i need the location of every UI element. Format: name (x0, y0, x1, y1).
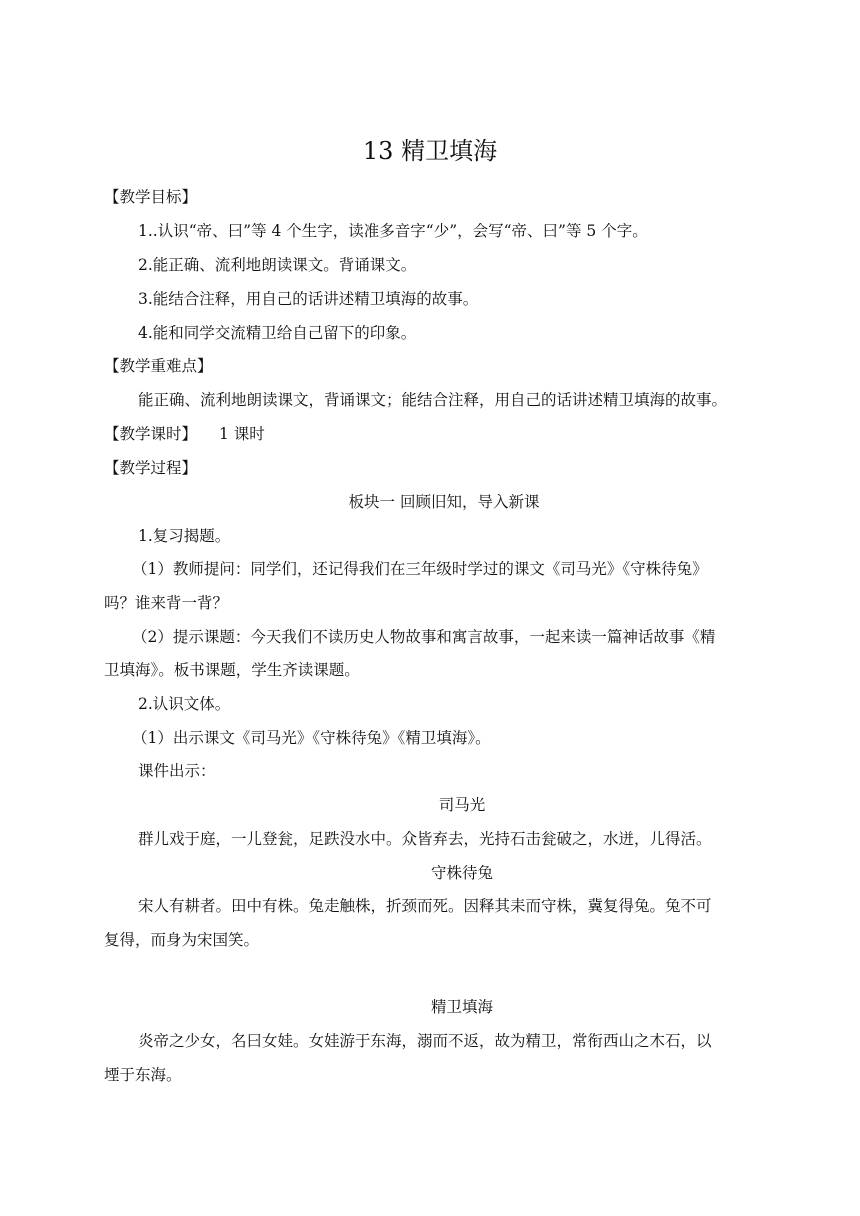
simaguang-body: 群儿戏于庭，一儿登瓮，足跌没水中。众皆弃去，光持石击瓮破之，水迸，儿得活。 (138, 830, 712, 848)
step-1-a-line2: 吗？谁来背一背？ (104, 594, 229, 612)
step-1-a-line1: （1）教师提问：同学们，还记得我们在三年级时学过的课文《司马光》《守株待兔》 (132, 560, 708, 578)
goal-1: 1..认识“帝、曰”等 4 个生字，读准多音字“少”，会写“帝、曰”等 5 个字。 (138, 222, 648, 240)
key-points-heading: 【教学重难点】 (104, 357, 213, 375)
courseware-label: 课件出示： (138, 762, 216, 780)
class-hours-heading: 【教学课时】 (104, 425, 198, 443)
goal-4: 4.能和同学交流精卫给自己留下的印象。 (138, 324, 417, 342)
shouzhu-line1: 宋人有耕者。田中有株。兔走触株，折颈而死。因释其耒而守株，冀复得兔。兔不可 (138, 897, 712, 915)
step-2-a: （1）出示课文《司马光》《守株待兔》《精卫填海》。 (132, 729, 491, 747)
page-title: 13 精卫填海 (362, 137, 498, 165)
jingwei-line1: 炎帝之少女，名曰女娃。女娃游于东海，溺而不返，故为精卫，常衔西山之木石，以 (138, 1032, 712, 1050)
step-1-b-line2: 卫填海》。板书课题，学生齐读课题。 (104, 661, 360, 679)
jingwei-title: 精卫填海 (430, 998, 493, 1016)
key-points-text: 能正确、流利地朗读课文，背诵课文；能结合注释，用自己的话讲述精卫填海的故事。 (138, 391, 728, 409)
class-hours-row (104, 422, 784, 446)
shouzhu-title: 守株待兔 (430, 864, 493, 882)
goals-heading: 【教学目标】 (104, 188, 198, 206)
step-1: 1.复习揭题。 (138, 527, 231, 545)
block1-title: 板块一 回顾旧知，导入新课 (348, 493, 540, 511)
shouzhu-line2: 复得，而身为宋国笑。 (104, 931, 260, 949)
jingwei-line2: 堙于东海。 (104, 1066, 182, 1084)
process-heading: 【教学过程】 (104, 459, 198, 477)
goal-3: 3.能结合注释，用自己的话讲述精卫填海的故事。 (138, 290, 479, 308)
step-1-b-line1: （2）提示课题：今天我们不读历史人物故事和寓言故事，一起来读一篇神话故事《精 (132, 628, 716, 646)
class-hours-value: 1 课时 (219, 425, 265, 443)
step-2: 2.认识文体。 (138, 695, 231, 713)
goal-2: 2.能正确、流利地朗读课文。背诵课文。 (138, 256, 417, 274)
simaguang-title: 司马光 (438, 796, 486, 814)
